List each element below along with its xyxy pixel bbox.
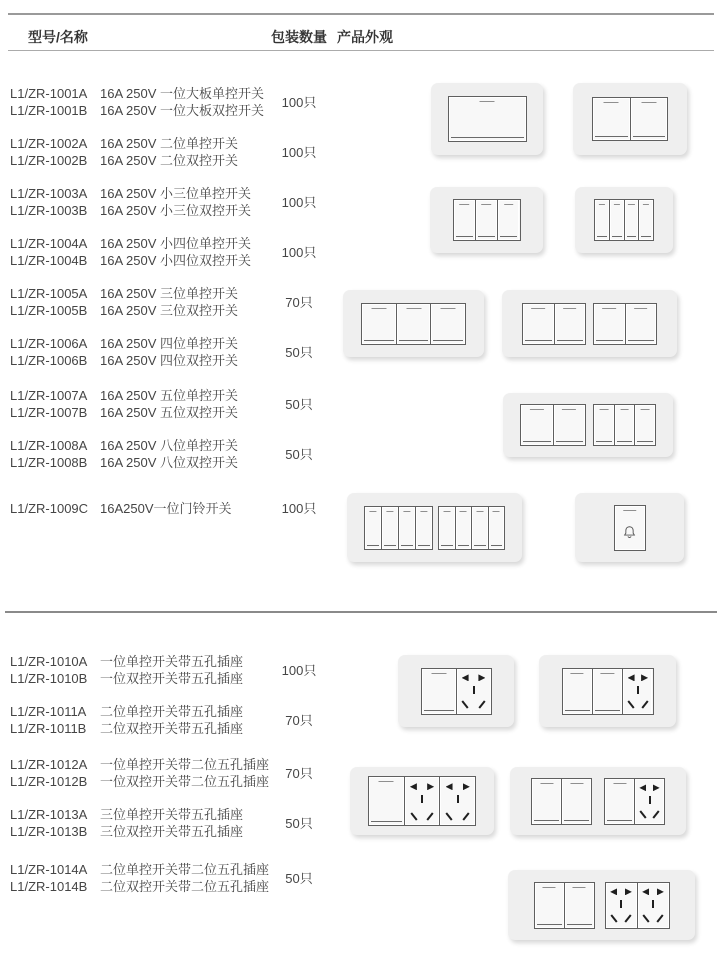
socket-hole — [427, 783, 434, 790]
five-hole-socket — [634, 779, 664, 824]
model-code: L1/ZR-1008A — [10, 438, 88, 453]
switch-rocker — [564, 883, 594, 928]
panel-1002-two-gang — [573, 83, 687, 155]
switch-rocker — [430, 304, 465, 344]
panel-1011-two-switch-socket — [539, 655, 676, 727]
product-name: 一位单控开关带五孔插座 — [100, 654, 244, 669]
switch-rocker — [609, 200, 624, 240]
product-name: 16A 250V 二位双控开关 — [100, 153, 238, 168]
model-code: L1/ZR-1013B — [10, 824, 88, 839]
package-quantity: 50只 — [285, 397, 313, 412]
product-name: 二位双控开关带五孔插座 — [100, 721, 244, 736]
module-group — [438, 506, 505, 550]
switch-rocker — [449, 97, 526, 141]
product-name: 16A 250V 小三位单控开关 — [100, 186, 251, 201]
module-group — [522, 303, 586, 345]
package-quantity: 70只 — [285, 295, 313, 310]
product-name: 16A 250V 小四位双控开关 — [100, 253, 251, 268]
module-group — [593, 303, 657, 345]
socket-hole — [642, 915, 649, 923]
doorbell-button — [615, 506, 645, 550]
package-quantity: 100只 — [281, 245, 317, 260]
column-header-appearance: 产品外观 — [337, 29, 393, 45]
model-codes — [10, 500, 88, 517]
package-quantity: 100只 — [281, 145, 317, 160]
product-names — [100, 135, 238, 169]
model-codes — [10, 861, 87, 895]
model-code: L1/ZR-1011B — [10, 721, 87, 736]
model-code: L1/ZR-1003B — [10, 203, 88, 218]
socket-hole — [641, 701, 648, 709]
switch-rocker — [561, 779, 591, 824]
switch-rocker — [488, 507, 505, 549]
socket-hole — [625, 888, 632, 895]
panel-1004-small-four-gang — [575, 187, 673, 253]
model-code: L1/ZR-1005B — [10, 303, 88, 318]
package-quantity: 100只 — [281, 195, 317, 210]
switch-rocker — [362, 304, 396, 344]
product-name: 二位单控开关带二位五孔插座 — [100, 862, 270, 877]
socket-hole — [446, 783, 453, 790]
product-names — [100, 806, 243, 840]
product-names — [100, 703, 243, 737]
bell-icon — [621, 524, 638, 541]
column-header-model-name: 型号/名称 — [28, 29, 88, 45]
model-code: L1/ZR-1014A — [10, 862, 88, 877]
model-codes — [10, 235, 87, 269]
model-codes — [10, 703, 86, 737]
socket-hole — [462, 674, 469, 681]
model-code: L1/ZR-1008B — [10, 455, 88, 470]
model-code: L1/ZR-1013A — [10, 807, 88, 822]
model-codes — [10, 806, 87, 840]
socket-hole — [625, 915, 632, 923]
switch-rocker — [532, 779, 561, 824]
column-header-quantity: 包装数量 — [271, 29, 327, 45]
switch-rocker — [535, 883, 564, 928]
switch-rocker — [398, 507, 415, 549]
product-name: 16A 250V 三位单控开关 — [100, 286, 238, 301]
socket-hole — [657, 888, 664, 895]
switch-rocker — [554, 304, 586, 344]
module-group — [421, 668, 492, 715]
model-code: L1/ZR-1007A — [10, 388, 88, 403]
model-codes — [10, 653, 87, 687]
switch-rocker — [563, 669, 592, 714]
switch-rocker — [455, 507, 472, 549]
product-names — [100, 335, 238, 369]
product-names — [100, 861, 269, 895]
five-hole-socket — [404, 777, 440, 825]
model-code: L1/ZR-1011A — [10, 704, 87, 719]
switch-rocker — [439, 507, 455, 549]
module-group — [605, 882, 670, 929]
model-code: L1/ZR-1012B — [10, 774, 88, 789]
product-names — [100, 500, 232, 517]
switch-rocker — [594, 304, 625, 344]
socket-hole — [653, 811, 660, 819]
package-quantity: 50只 — [285, 871, 313, 886]
model-codes — [10, 135, 87, 169]
model-code: L1/ZR-1001B — [10, 103, 88, 118]
switch-rocker — [594, 405, 614, 445]
package-quantity: 100只 — [281, 663, 317, 678]
switch-rocker — [523, 304, 554, 344]
product-name: 16A 250V 小三位双控开关 — [100, 203, 251, 218]
model-code: L1/ZR-1009C — [10, 501, 89, 516]
package-quantity: 100只 — [281, 501, 317, 516]
module-group — [594, 199, 654, 241]
socket-hole — [652, 900, 654, 908]
switch-rocker — [521, 405, 553, 445]
socket-hole — [462, 812, 469, 820]
model-codes — [10, 756, 87, 790]
five-hole-socket — [622, 669, 652, 714]
module-group — [562, 668, 654, 715]
socket-hole — [639, 784, 646, 791]
five-hole-socket — [637, 883, 669, 928]
switch-rocker — [553, 405, 586, 445]
switch-rocker — [614, 405, 635, 445]
module-group — [520, 404, 586, 446]
switch-rocker — [638, 200, 653, 240]
switch-rocker — [369, 777, 404, 825]
product-name: 16A 250V 小四位单控开关 — [100, 236, 251, 251]
section-divider — [5, 611, 717, 613]
product-name: 二位单控开关带五孔插座 — [100, 704, 244, 719]
product-name: 16A 250V 四位双控开关 — [100, 353, 238, 368]
model-codes — [10, 387, 87, 421]
top-rule — [8, 13, 714, 15]
product-name: 16A250V一位门铃开关 — [100, 501, 232, 516]
product-name: 16A 250V 三位双控开关 — [100, 303, 238, 318]
socket-hole — [649, 796, 651, 804]
model-codes — [10, 185, 87, 219]
switch-rocker — [475, 200, 497, 240]
product-name: 16A 250V 四位单控开关 — [100, 336, 238, 351]
module-group — [604, 778, 665, 825]
socket-hole — [457, 795, 459, 803]
package-quantity: 70只 — [285, 766, 313, 781]
module-group — [361, 303, 466, 345]
product-name: 16A 250V 一位大板单控开关 — [100, 86, 264, 101]
product-name: 16A 250V 一位大板双控开关 — [100, 103, 264, 118]
socket-hole — [653, 784, 660, 791]
model-code: L1/ZR-1006A — [10, 336, 88, 351]
product-name: 16A 250V 八位双控开关 — [100, 455, 238, 470]
switch-rocker — [381, 507, 398, 549]
switch-rocker — [422, 669, 456, 714]
product-name: 16A 250V 二位单控开关 — [100, 136, 238, 151]
five-hole-socket — [439, 777, 475, 825]
socket-hole — [462, 701, 469, 709]
model-codes — [10, 437, 87, 471]
product-name: 一位双控开关带二位五孔插座 — [100, 774, 270, 789]
panel-1003-small-three-gang — [430, 187, 543, 253]
model-code: L1/ZR-1010A — [10, 654, 88, 669]
socket-hole — [473, 686, 475, 694]
model-code: L1/ZR-1012A — [10, 757, 88, 772]
model-code: L1/ZR-1002B — [10, 153, 88, 168]
switch-rocker — [454, 200, 475, 240]
package-quantity: 50只 — [285, 816, 313, 831]
module-group — [614, 505, 646, 551]
model-code: L1/ZR-1004B — [10, 253, 88, 268]
switch-rocker — [497, 200, 519, 240]
model-code: L1/ZR-1007B — [10, 405, 88, 420]
five-hole-socket — [456, 669, 491, 714]
switch-rocker — [396, 304, 431, 344]
switch-rocker — [365, 507, 381, 549]
panel-1008-eight-gang — [347, 493, 522, 562]
socket-hole — [478, 701, 485, 709]
panel-1013-three-switch-socket — [510, 767, 686, 835]
model-code: L1/ZR-1002A — [10, 136, 88, 151]
module-group — [531, 778, 592, 825]
socket-hole — [478, 674, 485, 681]
switch-rocker — [415, 507, 432, 549]
module-group — [592, 97, 668, 141]
model-code: L1/ZR-1006B — [10, 353, 88, 368]
product-names — [100, 285, 238, 319]
module-group — [534, 882, 595, 929]
socket-hole — [410, 812, 417, 820]
panel-1006-four-gang — [502, 290, 677, 357]
model-code: L1/ZR-1014B — [10, 879, 88, 894]
panel-1001-one-gang-large — [431, 83, 543, 155]
product-name: 一位单控开关带二位五孔插座 — [100, 757, 270, 772]
product-name: 三位双控开关带五孔插座 — [100, 824, 244, 839]
module-group — [453, 199, 521, 241]
panel-1009-doorbell — [575, 493, 684, 562]
panel-1014-two-switch-double-socket — [508, 870, 695, 940]
socket-hole — [446, 812, 453, 820]
model-code: L1/ZR-1010B — [10, 671, 88, 686]
socket-hole — [639, 811, 646, 819]
socket-hole — [627, 701, 634, 709]
package-quantity: 50只 — [285, 447, 313, 462]
product-name: 三位单控开关带五孔插座 — [100, 807, 244, 822]
socket-hole — [463, 783, 470, 790]
model-codes — [10, 85, 87, 119]
socket-hole — [610, 888, 617, 895]
product-name: 二位双控开关带二位五孔插座 — [100, 879, 270, 894]
module-group — [593, 404, 656, 446]
module-group — [364, 506, 433, 550]
model-codes — [10, 335, 87, 369]
model-code: L1/ZR-1004A — [10, 236, 88, 251]
package-quantity: 70只 — [285, 713, 313, 728]
switch-rocker — [605, 779, 634, 824]
panel-1010-switch-socket — [398, 655, 514, 727]
model-code: L1/ZR-1003A — [10, 186, 88, 201]
module-group — [368, 776, 476, 826]
product-names — [100, 653, 243, 687]
product-names — [100, 235, 251, 269]
product-name: 16A 250V 八位单控开关 — [100, 438, 238, 453]
product-name: 16A 250V 五位双控开关 — [100, 405, 238, 420]
product-names — [100, 756, 269, 790]
five-hole-socket — [606, 883, 637, 928]
socket-hole — [410, 783, 417, 790]
package-quantity: 100只 — [281, 95, 317, 110]
panel-1005-three-gang — [343, 290, 484, 357]
product-name: 16A 250V 五位单控开关 — [100, 388, 238, 403]
socket-hole — [637, 686, 639, 694]
package-quantity: 50只 — [285, 345, 313, 360]
socket-hole — [642, 888, 649, 895]
product-names — [100, 387, 238, 421]
socket-hole — [628, 674, 635, 681]
product-names — [100, 85, 264, 119]
product-names — [100, 437, 238, 471]
model-code: L1/ZR-1005A — [10, 286, 88, 301]
product-name: 一位双控开关带五孔插座 — [100, 671, 244, 686]
product-names — [100, 185, 251, 219]
socket-hole — [657, 915, 664, 923]
switch-rocker — [624, 200, 639, 240]
switch-rocker — [625, 304, 657, 344]
switch-rocker — [595, 200, 609, 240]
socket-hole — [427, 812, 434, 820]
panel-1012-switch-double-socket — [350, 767, 494, 835]
model-code: L1/ZR-1001A — [10, 86, 88, 101]
model-codes — [10, 285, 87, 319]
switch-rocker — [592, 669, 622, 714]
panel-1007-five-gang — [503, 393, 673, 457]
socket-hole — [641, 674, 648, 681]
module-group — [448, 96, 527, 142]
socket-hole — [610, 915, 617, 923]
header-rule — [8, 50, 714, 51]
switch-rocker — [471, 507, 488, 549]
switch-rocker — [593, 98, 630, 140]
socket-hole — [620, 900, 622, 908]
socket-hole — [421, 795, 423, 803]
switch-rocker — [634, 405, 655, 445]
switch-rocker — [630, 98, 668, 140]
